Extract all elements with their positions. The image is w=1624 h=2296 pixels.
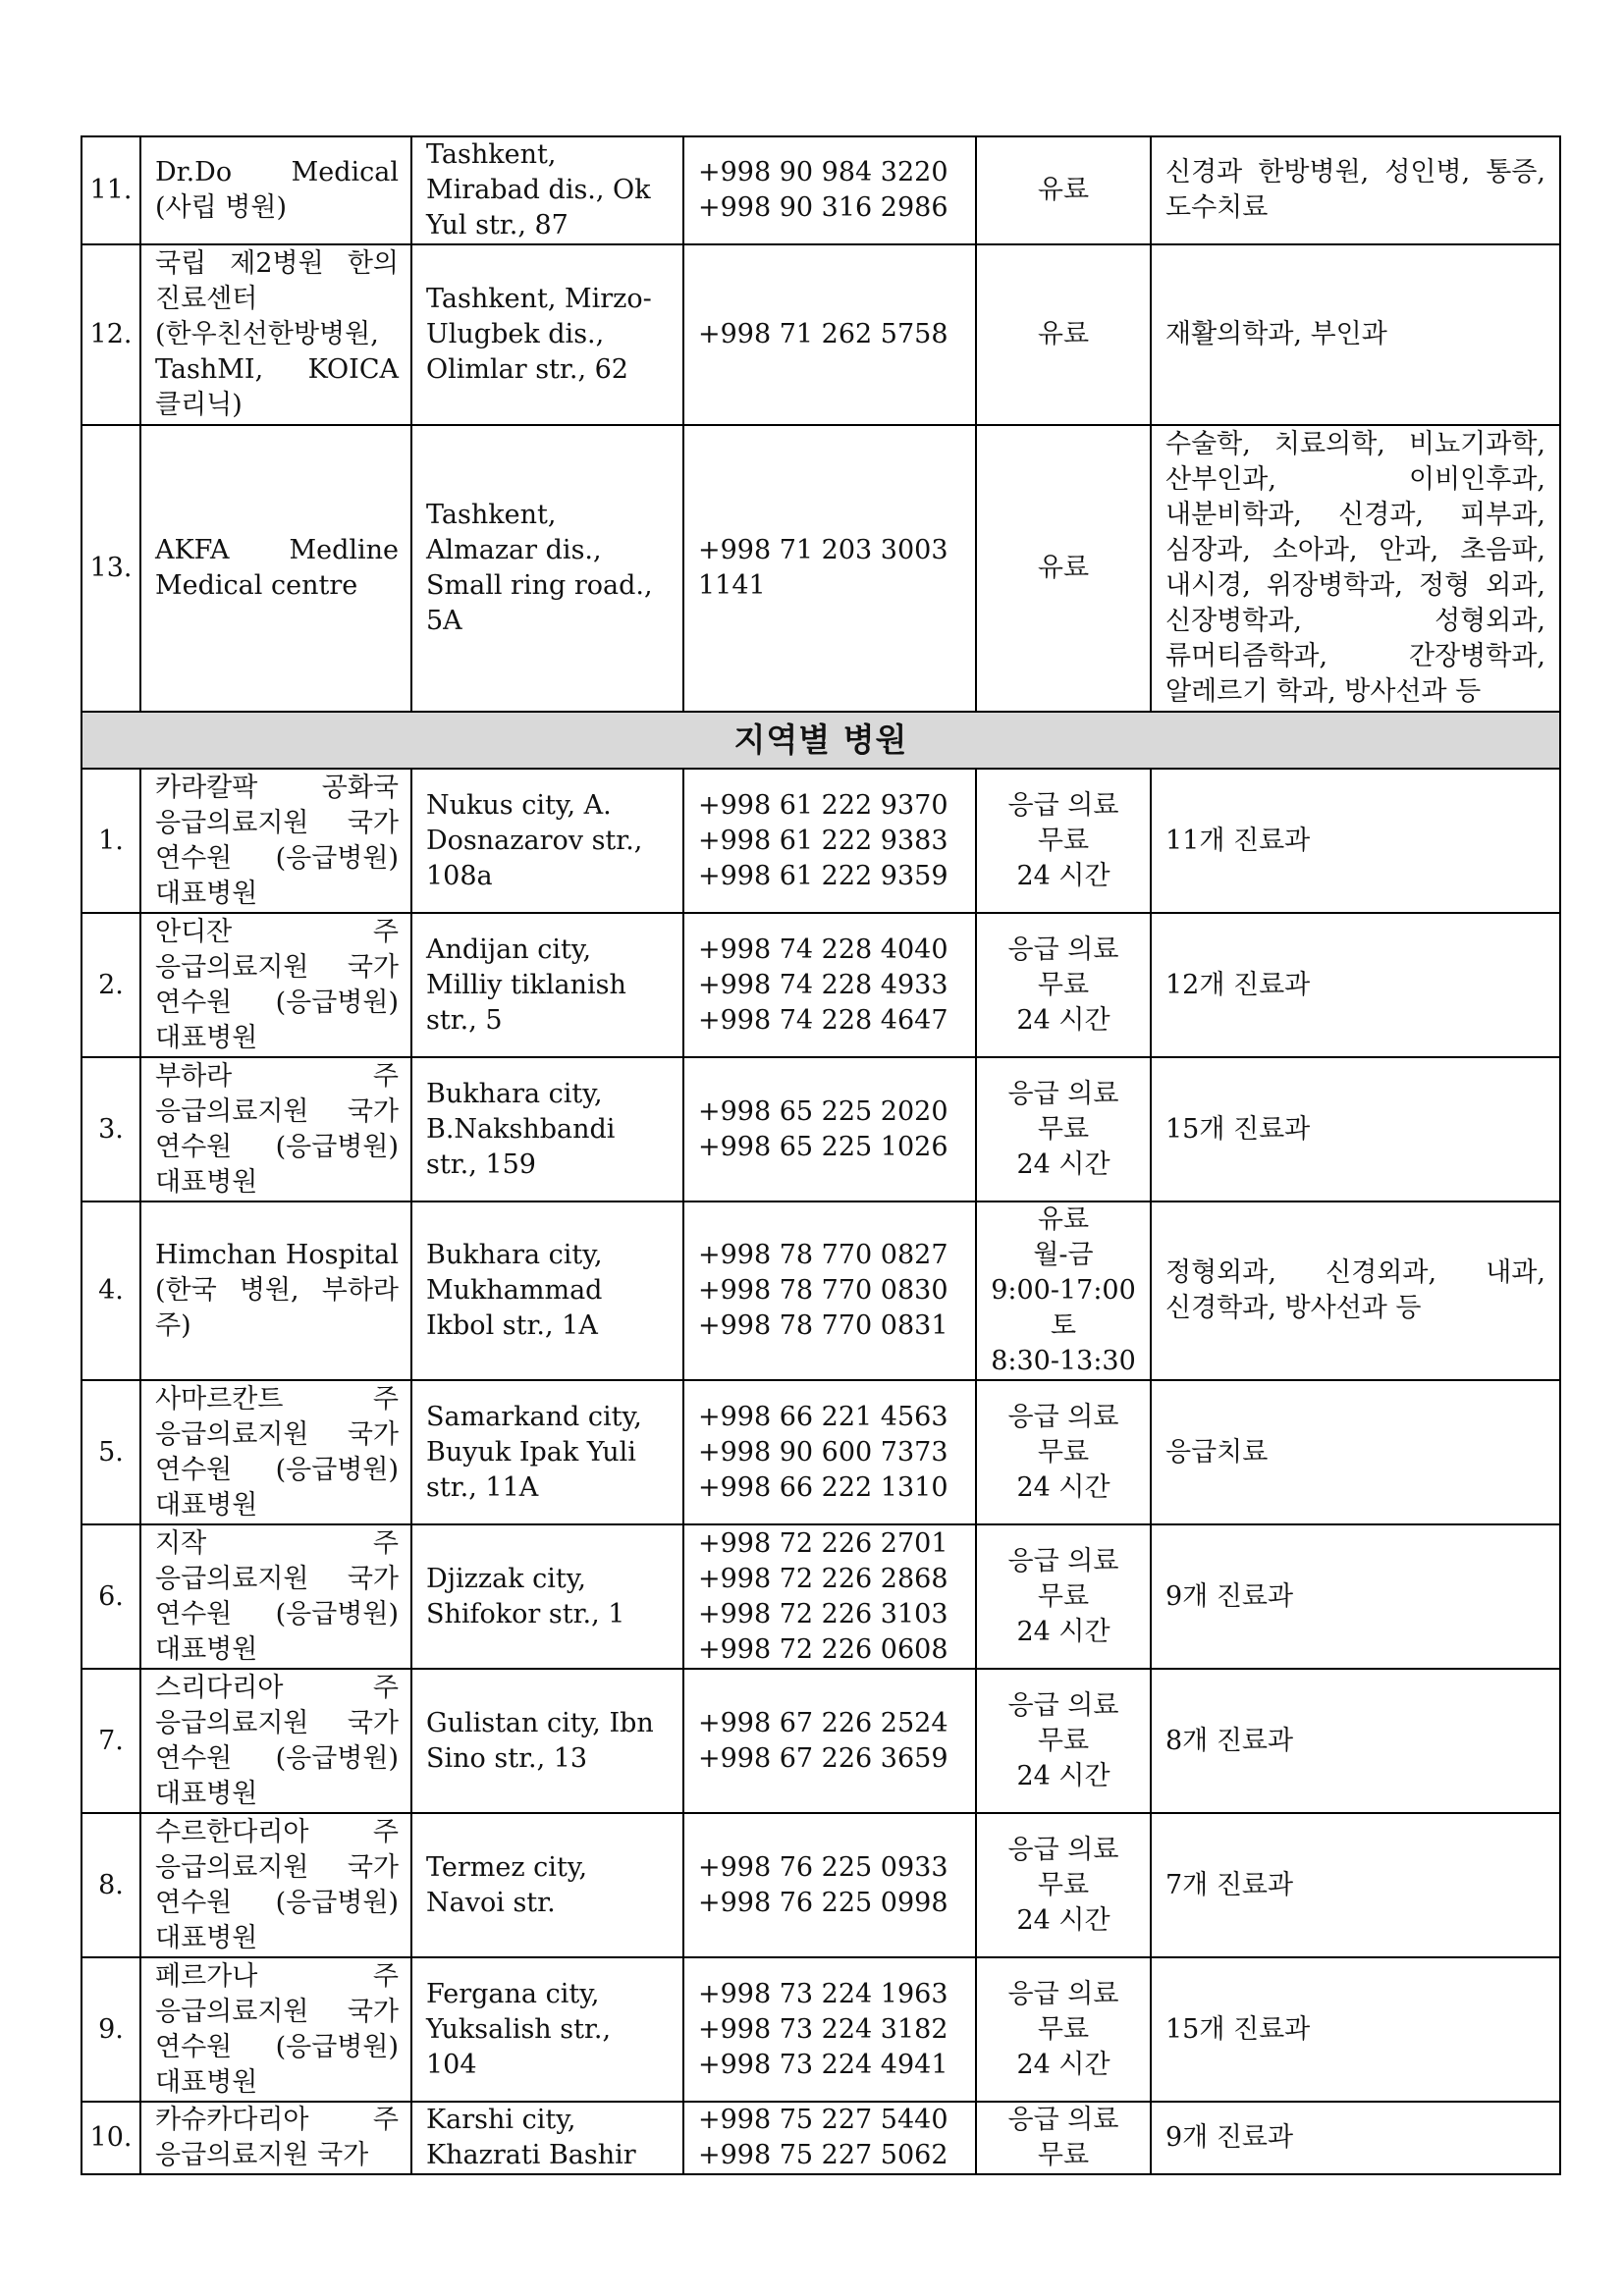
fee-line: 응급 의료 <box>1007 1834 1119 1865</box>
phone-number: +998 61 222 9359 <box>698 860 948 891</box>
fee-line: 24 시간 <box>1016 860 1110 891</box>
phone-list <box>683 136 976 244</box>
hospital-address: Fergana city, Yuksalish str., 104 <box>411 1957 683 2102</box>
fee-line: 응급 의료 <box>1007 2105 1119 2135</box>
fee-info <box>976 1669 1151 1813</box>
table-row <box>81 425 1560 712</box>
table-row <box>81 244 1560 425</box>
hospital-address: Samarkand city, Buyuk Ipak Yuli str., 11A <box>411 1380 683 1524</box>
fee-line: 월-금 <box>1033 1240 1094 1270</box>
row-number: 13. <box>81 425 140 712</box>
hospital-name: 국립 제2병원 한의 진료센터 (한우친선한방병원, TashMI, KOICA 클리닉) <box>140 244 411 425</box>
row-number: 10. <box>81 2102 140 2174</box>
fee-info <box>976 1813 1151 1957</box>
departments: 9개 진료과 <box>1151 1524 1560 1669</box>
departments: 15개 진료과 <box>1151 1957 1560 2102</box>
phone-number: +998 61 222 9383 <box>698 825 948 856</box>
phone-number: +998 90 316 2986 <box>698 192 948 223</box>
phone-number: +998 78 770 0831 <box>698 1310 948 1341</box>
phone-number: +998 67 226 2524 <box>698 1707 948 1738</box>
phone-list <box>683 1813 976 1957</box>
phone-number: +998 72 226 2701 <box>698 1527 948 1559</box>
phone-number: +998 67 226 3659 <box>698 1742 948 1774</box>
fee-info <box>976 425 1151 712</box>
row-number: 3. <box>81 1057 140 1201</box>
fee-line: 24 시간 <box>1016 1004 1110 1036</box>
departments: 11개 진료과 <box>1151 769 1560 913</box>
phone-number: +998 71 203 3003 <box>698 535 948 565</box>
row-number: 5. <box>81 1380 140 1524</box>
departments: 수술학, 치료의학, 비뇨기과학, 산부인과, 이비인후과, 내분비학과, 신경과, 피부과, 심장과, 소아과, 안과, 초음파, 내시경, 위장병학과, 정형 외과, 신장병학과, 성형외과, 류머티즘학과, 간장병학과, 알레르기 학과, 방사선과 등 <box>1151 425 1560 712</box>
phone-number: +998 74 228 4933 <box>698 969 948 1000</box>
fee-line: 응급 의료 <box>1007 1401 1119 1432</box>
table-row <box>81 1057 1560 1201</box>
table-row <box>81 769 1560 913</box>
phone-number: +998 76 225 0933 <box>698 1851 948 1883</box>
fee-line: 유료 <box>1037 1204 1090 1235</box>
fee-line: 8:30-13:30 <box>991 1346 1136 1376</box>
table-row <box>81 1669 1560 1813</box>
row-number: 8. <box>81 1813 140 1957</box>
fee-line: 24 시간 <box>1016 1904 1110 1936</box>
fee-line: 무료 <box>1037 2140 1090 2170</box>
phone-number: +998 72 226 3103 <box>698 1598 948 1629</box>
phone-list <box>683 1201 976 1380</box>
table-row <box>81 1380 1560 1524</box>
phone-number: +998 90 600 7373 <box>698 1436 948 1468</box>
fee-line: 응급 의료 <box>1007 1078 1119 1109</box>
hospital-table <box>81 135 1561 2175</box>
departments: 재활의학과, 부인과 <box>1151 244 1560 425</box>
phone-number: +998 66 221 4563 <box>698 1401 948 1432</box>
phone-list <box>683 1957 976 2102</box>
phone-list <box>683 1057 976 1201</box>
hospital-name: 카라칼팍 공화국 응급의료지원 국가 연수원 (응급병원) 대표병원 <box>140 769 411 913</box>
phone-list <box>683 425 976 712</box>
fee-line: 응급 의료 <box>1007 1545 1119 1576</box>
hospital-name: AKFA Medline Medical centre <box>140 425 411 712</box>
phone-number: +998 73 224 1963 <box>698 1978 948 2009</box>
fee-line: 응급 의료 <box>1007 1689 1119 1721</box>
fee-info <box>976 1380 1151 1524</box>
phone-number: +998 78 770 0830 <box>698 1275 948 1306</box>
hospital-name: 지작 주 응급의료지원 국가 연수원 (응급병원) 대표병원 <box>140 1524 411 1669</box>
section-header-row <box>81 712 1560 769</box>
fee-line: 유료 <box>1037 319 1090 349</box>
row-number: 12. <box>81 244 140 425</box>
table-row <box>81 2102 1560 2174</box>
fee-line: 24 시간 <box>1016 1760 1110 1791</box>
row-number: 11. <box>81 136 140 244</box>
fee-line: 무료 <box>1037 969 1090 1000</box>
fee-line: 응급 의료 <box>1007 934 1119 965</box>
row-number: 4. <box>81 1201 140 1380</box>
row-number: 6. <box>81 1524 140 1669</box>
hospital-address: Karshi city, Khazrati Bashir <box>411 2102 683 2174</box>
phone-list <box>683 1524 976 1669</box>
phone-number: +998 73 224 3182 <box>698 2013 948 2045</box>
fee-line: 24 시간 <box>1016 1616 1110 1647</box>
fee-line: 24 시간 <box>1016 1148 1110 1180</box>
hospital-name: Himchan Hospital (한국 병원, 부하라 주) <box>140 1201 411 1380</box>
hospital-address: Tashkent, Mirzo-Ulugbek dis., Olimlar str., 62 <box>411 244 683 425</box>
hospital-name: 카슈카다리아 주 응급의료지원 국가 <box>140 2102 411 2174</box>
table-row <box>81 913 1560 1057</box>
phone-number: +998 73 224 4941 <box>698 2049 948 2080</box>
phone-number: +998 71 262 5758 <box>698 319 948 349</box>
phone-number: +998 65 225 2020 <box>698 1095 948 1127</box>
fee-info <box>976 136 1151 244</box>
phone-number: +998 72 226 2868 <box>698 1563 948 1594</box>
hospital-address: Bukhara city, B.Nakshbandi str., 159 <box>411 1057 683 1201</box>
phone-number: 1141 <box>698 570 766 601</box>
phone-list <box>683 1380 976 1524</box>
table-row <box>81 1524 1560 1669</box>
phone-number: +998 66 222 1310 <box>698 1471 948 1503</box>
phone-number: +998 72 226 0608 <box>698 1633 948 1665</box>
fee-info <box>976 1524 1151 1669</box>
phone-number: +998 65 225 1026 <box>698 1131 948 1162</box>
table-row <box>81 136 1560 244</box>
fee-line: 24 시간 <box>1016 2049 1110 2080</box>
table-row <box>81 1813 1560 1957</box>
fee-info <box>976 913 1151 1057</box>
hospital-address: Tashkent, Mirabad dis., Ok Yul str., 87 <box>411 136 683 244</box>
fee-line: 토 <box>1050 1310 1077 1341</box>
phone-number: +998 74 228 4647 <box>698 1004 948 1036</box>
phone-number: +998 76 225 0998 <box>698 1887 948 1918</box>
section-title: 지역별 병원 <box>81 712 1560 769</box>
departments: 12개 진료과 <box>1151 913 1560 1057</box>
departments: 신경과 한방병원, 성인병, 통증, 도수치료 <box>1151 136 1560 244</box>
phone-number: +998 74 228 4040 <box>698 934 948 965</box>
departments: 정형외과, 신경외과, 내과, 신경학과, 방사선과 등 <box>1151 1201 1560 1380</box>
hospital-table-page <box>81 135 1559 2175</box>
phone-number: +998 75 227 5062 <box>698 2140 948 2170</box>
fee-line: 응급 의료 <box>1007 1978 1119 2009</box>
fee-line: 24 시간 <box>1016 1471 1110 1503</box>
phone-list <box>683 1669 976 1813</box>
table-row <box>81 1957 1560 2102</box>
fee-info <box>976 2102 1151 2174</box>
fee-info <box>976 244 1151 425</box>
phone-number: +998 78 770 0827 <box>698 1240 948 1270</box>
departments: 8개 진료과 <box>1151 1669 1560 1813</box>
fee-line: 유료 <box>1037 175 1090 205</box>
hospital-address: Gulistan city, Ibn Sino str., 13 <box>411 1669 683 1813</box>
phone-number: +998 61 222 9370 <box>698 789 948 821</box>
phone-list <box>683 769 976 913</box>
departments: 7개 진료과 <box>1151 1813 1560 1957</box>
hospital-name: 사마르칸트 주 응급의료지원 국가 연수원 (응급병원) 대표병원 <box>140 1380 411 1524</box>
row-number: 7. <box>81 1669 140 1813</box>
hospital-name: 수르한다리아 주 응급의료지원 국가 연수원 (응급병원) 대표병원 <box>140 1813 411 1957</box>
hospital-address: Bukhara city, Mukhammad Ikbol str., 1A <box>411 1201 683 1380</box>
departments: 9개 진료과 <box>1151 2102 1560 2174</box>
fee-line: 9:00-17:00 <box>991 1275 1136 1306</box>
fee-line: 무료 <box>1037 825 1090 856</box>
fee-line: 무료 <box>1037 1580 1090 1612</box>
hospital-name: 부하라 주 응급의료지원 국가 연수원 (응급병원) 대표병원 <box>140 1057 411 1201</box>
phone-list <box>683 244 976 425</box>
fee-line: 무료 <box>1037 2013 1090 2045</box>
hospital-address: Andijan city, Milliy tiklanish str., 5 <box>411 913 683 1057</box>
fee-line: 응급 의료 <box>1007 789 1119 821</box>
fee-line: 무료 <box>1037 1869 1090 1900</box>
fee-info <box>976 1057 1151 1201</box>
hospital-address: Termez city, Navoi str. <box>411 1813 683 1957</box>
fee-line: 무료 <box>1037 1725 1090 1756</box>
hospital-name: Dr.Do Medical (사립 병원) <box>140 136 411 244</box>
hospital-name: 페르가나 주 응급의료지원 국가 연수원 (응급병원) 대표병원 <box>140 1957 411 2102</box>
fee-info <box>976 769 1151 913</box>
fee-info <box>976 1957 1151 2102</box>
phone-list <box>683 913 976 1057</box>
hospital-address: Tashkent, Almazar dis., Small ring road., 5A <box>411 425 683 712</box>
phone-list <box>683 2102 976 2174</box>
row-number: 1. <box>81 769 140 913</box>
hospital-name: 스리다리아 주 응급의료지원 국가 연수원 (응급병원) 대표병원 <box>140 1669 411 1813</box>
fee-line: 유료 <box>1037 553 1090 583</box>
departments: 15개 진료과 <box>1151 1057 1560 1201</box>
phone-number: +998 75 227 5440 <box>698 2105 948 2135</box>
row-number: 9. <box>81 1957 140 2102</box>
fee-line: 무료 <box>1037 1436 1090 1468</box>
hospital-address: Djizzak city, Shifokor str., 1 <box>411 1524 683 1669</box>
fee-info <box>976 1201 1151 1380</box>
hospital-name: 안디잔 주 응급의료지원 국가 연수원 (응급병원) 대표병원 <box>140 913 411 1057</box>
row-number: 2. <box>81 913 140 1057</box>
hospital-address: Nukus city, A. Dosnazarov str., 108a <box>411 769 683 913</box>
table-row <box>81 1201 1560 1380</box>
departments: 응급치료 <box>1151 1380 1560 1524</box>
fee-line: 무료 <box>1037 1113 1090 1145</box>
phone-number: +998 90 984 3220 <box>698 157 948 187</box>
